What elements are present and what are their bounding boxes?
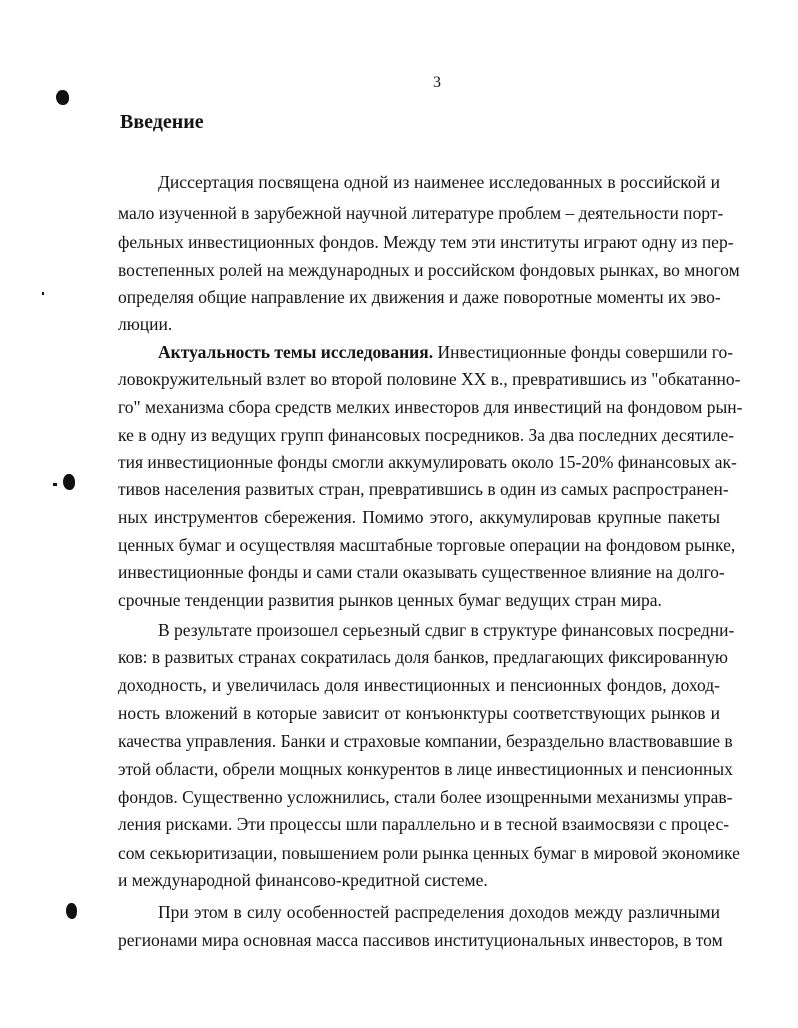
page-title: Введение [120, 111, 204, 133]
relevance-lead: Актуальность темы исследования. [158, 342, 434, 362]
text-line: регионами мира основная масса пассивов институциональных инвесторов, в том [118, 930, 723, 950]
text-line: Диссертация посвящена одной из наименее исследованных в российской и [158, 172, 720, 192]
scan-mark-top [56, 90, 69, 105]
text-line: востепенных ролей на международных и российском фондовых рынках, во многом [118, 260, 740, 280]
text-line: доходность, и увеличилась доля инвестиционных и пенсионных фондов, доход- [118, 675, 720, 695]
text-line: и международной финансово-кредитной системе. [118, 870, 488, 890]
text-line: фельных инвестиционных фондов. Между тем эти институты играют одну из пер- [118, 232, 734, 252]
scan-dot [42, 292, 44, 295]
text-line: ке в одну из ведущих групп финансовых посредников. За два последних десятиле- [118, 425, 735, 445]
text-line: инвестиционные фонды и сами стали оказывать существенное влияние на долго- [118, 562, 725, 582]
text-line: го" механизма сбора средств мелких инвесторов для инвестиций на фондовом рын- [118, 397, 743, 417]
page-number: 3 [433, 74, 441, 91]
text-line: тия инвестиционные фонды смогли аккумулировать около 15-20% финансовых ак- [118, 452, 737, 472]
text-line: ков: в развитых странах сократилась доля банков, предлагающих фиксированную [118, 647, 729, 667]
text-line: срочные тенденции развития рынков ценных бумаг ведущих стран мира. [118, 590, 662, 610]
text-line: ловокружительный взлет во второй половине XX в., превратившись из "обкатанно- [118, 369, 741, 389]
text-line-rest: Инвестиционные фонды совершили го- [433, 342, 734, 362]
text-line: ность вложений в которые зависит от конъюнктуры соответствующих рынков и [118, 703, 720, 723]
text-line: этой области, обрели мощных конкурентов в лице инвестиционных и пенсионных [118, 759, 733, 779]
text-line: При этом в силу особенностей распределения доходов между различными [158, 902, 720, 922]
text-line: ных инструментов сбережения. Помимо этого, аккумулировав крупные пакеты [118, 507, 720, 527]
text-line [158, 341, 734, 363]
scan-mark-bottom [66, 903, 77, 919]
text-line: мало изученной в зарубежной научной литературе проблем – деятельности порт- [118, 203, 724, 223]
text-line: ления рисками. Эти процессы шли параллельно и в тесной взаимосвязи с процес- [118, 814, 730, 834]
text-line: сом секьюритизации, повышением роли рынка ценных бумаг в мировой экономике [118, 843, 740, 863]
text-line: В результате произошел серьезный сдвиг в структуре финансовых посредни- [158, 620, 735, 640]
scan-mark-middle [63, 474, 75, 490]
text-line: ценных бумаг и осуществляя масштабные торговые операции на фондовом рынке, [118, 535, 736, 555]
text-line: определяя общие направление их движения и даже поворотные моменты их эво- [118, 287, 721, 307]
text-line: тивов населения развитых стран, превратившись в один из самых распространен- [118, 479, 729, 499]
scan-dot [53, 483, 57, 486]
text-line: фондов. Существенно усложнились, стали более изощренными механизмы управ- [118, 787, 733, 807]
text-line: качества управления. Банки и страховые компании, безраздельно властвовавшие в [118, 731, 733, 751]
text-line: люции. [118, 314, 173, 334]
